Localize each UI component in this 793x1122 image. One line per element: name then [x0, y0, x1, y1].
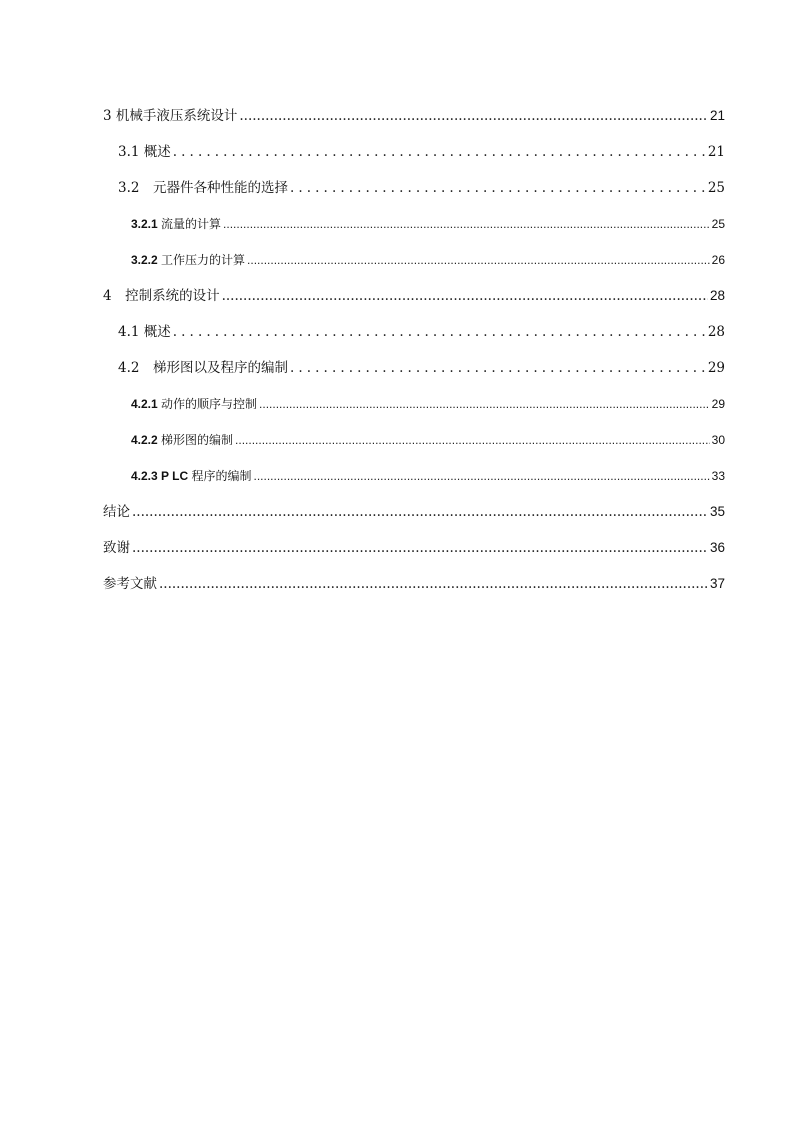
toc-leader-dots — [259, 386, 710, 422]
toc-leader-dots — [159, 566, 708, 602]
toc-leader-dots — [223, 206, 710, 242]
toc-entry-number: 4.2.3 P LC — [131, 469, 189, 483]
toc-entry-page: 26 — [711, 253, 725, 267]
toc-leader-dots — [132, 494, 708, 530]
toc-entry-label — [131, 422, 233, 458]
toc-entry-4-2-2[interactable] — [103, 422, 725, 458]
toc-leader-dots — [173, 314, 706, 350]
toc-entry-page: 21 — [709, 108, 725, 123]
toc-entry-4-2-1[interactable] — [103, 386, 725, 422]
toc-entry-page: 29 — [707, 360, 725, 376]
toc-entry-label: 4.2 梯形图以及程序的编制 — [118, 360, 288, 376]
toc-entry-label — [131, 458, 251, 494]
toc-entry-number: 4.2.1 — [131, 397, 158, 411]
toc-entry-page: 37 — [709, 576, 725, 591]
toc-entry-page: 35 — [709, 504, 725, 519]
toc-entry-chapter-4[interactable] — [103, 278, 725, 314]
toc-leader-dots — [132, 530, 708, 566]
toc-entry-page: 28 — [707, 324, 725, 340]
toc-entry-label: 3 机械手液压系统设计 — [103, 108, 238, 124]
toc-leader-dots — [173, 134, 706, 170]
toc-leader-dots — [290, 170, 706, 206]
toc-entry-3-2[interactable] — [103, 170, 725, 206]
toc-entry-page: 36 — [709, 540, 725, 555]
toc-entry-label: 4.1 概述 — [118, 324, 171, 340]
toc-entry-page: 25 — [707, 180, 725, 196]
toc-entry-label: 3.2 元器件各种性能的选择 — [118, 180, 288, 196]
toc-entry-label: 3.1 概述 — [118, 144, 171, 160]
toc-entry-page: 29 — [711, 397, 725, 411]
toc-leader-dots — [222, 278, 708, 314]
toc-leader-dots — [253, 458, 709, 494]
toc-entry-number: 3.2.1 — [131, 217, 158, 231]
toc-entry-label: 4 控制系统的设计 — [103, 288, 220, 304]
toc-entry-chapter-3[interactable] — [103, 98, 725, 134]
toc-entry-number: 4.2.2 — [131, 433, 158, 447]
toc-leader-dots — [239, 98, 708, 134]
toc-entry-3-2-2[interactable] — [103, 242, 725, 278]
toc-leader-dots — [247, 242, 710, 278]
toc-entry-label: 参考文献 — [103, 576, 157, 592]
toc-entry-acknowledgements[interactable] — [103, 530, 725, 566]
toc-entry-label — [131, 386, 257, 422]
toc-entry-title: 程序的编制 — [188, 469, 252, 483]
toc-entry-title: 动作的顺序与控制 — [157, 397, 258, 411]
toc-entry-label: 致谢 — [103, 540, 130, 556]
toc-leader-dots — [235, 422, 710, 458]
table-of-contents — [103, 98, 725, 602]
toc-entry-4-2[interactable] — [103, 350, 725, 386]
toc-entry-title: 流量的计算 — [157, 217, 222, 231]
toc-entry-title: 梯形图的编制 — [157, 433, 234, 447]
toc-entry-page: 25 — [711, 217, 725, 231]
toc-entry-label — [131, 206, 221, 242]
toc-entry-page: 21 — [707, 144, 725, 160]
toc-entry-label — [131, 242, 245, 278]
toc-leader-dots — [290, 350, 706, 386]
toc-entry-page: 28 — [709, 288, 725, 303]
toc-entry-page: 30 — [711, 433, 725, 447]
toc-entry-page: 33 — [711, 469, 725, 483]
toc-entry-conclusion[interactable] — [103, 494, 725, 530]
toc-entry-label: 结论 — [103, 504, 130, 520]
toc-entry-3-1[interactable] — [103, 134, 725, 170]
toc-entry-4-2-3[interactable] — [103, 458, 725, 494]
toc-entry-number: 3.2.2 — [131, 253, 158, 267]
toc-entry-title: 工作压力的计算 — [157, 253, 246, 267]
toc-entry-4-1[interactable] — [103, 314, 725, 350]
toc-entry-3-2-1[interactable] — [103, 206, 725, 242]
toc-entry-references[interactable] — [103, 566, 725, 602]
